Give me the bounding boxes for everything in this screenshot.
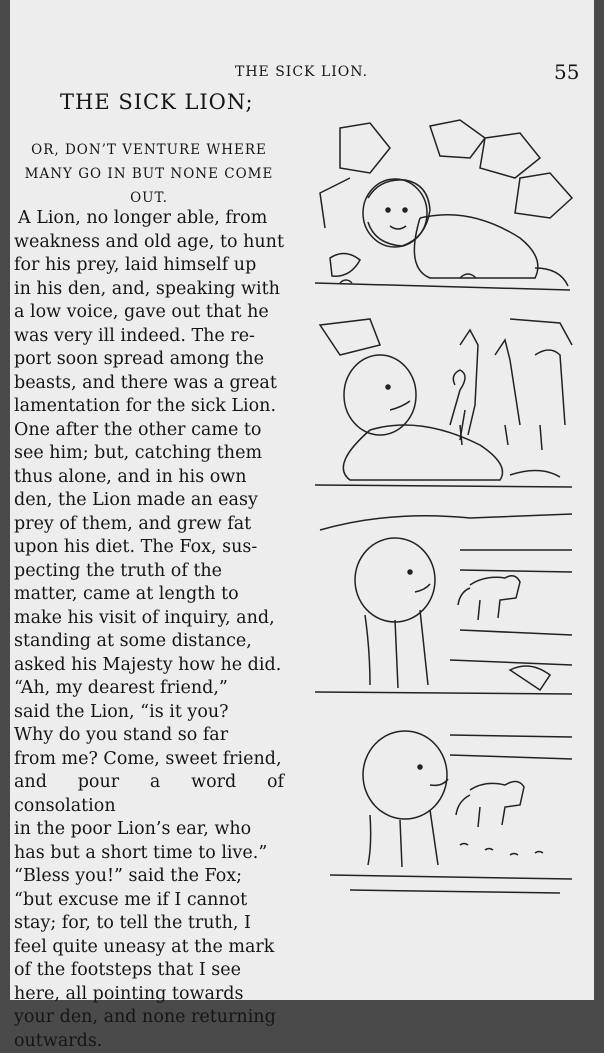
text-line: feel quite uneasy at the mark: [14, 936, 284, 960]
illustration-sick-lion: [310, 118, 578, 298]
text-line: of the footsteps that I see: [14, 959, 284, 983]
text-line: stay; for, to tell the truth, I: [14, 912, 284, 936]
text-line: “but excuse me if I cannot: [14, 889, 284, 913]
text-line: “Ah, my dearest friend,”: [14, 677, 284, 701]
fable-text: [14, 207, 284, 1053]
text-line: weakness and old age, to hunt: [14, 231, 284, 255]
text-line: your den, and none returning: [14, 1006, 284, 1030]
illustration-beasts-visit: [310, 315, 578, 495]
text-line: was very ill indeed. The re-: [14, 325, 284, 349]
text-line: A Lion, no longer able, from: [14, 207, 284, 231]
text-line: for his prey, laid himself up: [14, 254, 284, 278]
text-line: a low voice, gave out that he: [14, 301, 284, 325]
text-line: port soon spread among the: [14, 348, 284, 372]
page-number: 55: [554, 60, 579, 84]
text-line: pecting the truth of the: [14, 560, 284, 584]
text-line: One after the other came to: [14, 419, 284, 443]
text-line: den, the Lion made an easy: [14, 489, 284, 513]
fable-title: THE SICK LION;: [60, 90, 254, 114]
text-line: in his den, and, speaking with: [14, 278, 284, 302]
text-line: from me? Come, sweet friend,: [14, 748, 284, 772]
text-line: said the Lion, “is it you?: [14, 701, 284, 725]
illustration-lion-fox: [310, 510, 578, 700]
text-line: outwards.: [14, 1030, 284, 1053]
subtitle-line: OUT.: [14, 186, 284, 210]
text-line: here, all pointing towards: [14, 983, 284, 1007]
text-line: has but a short time to live.”: [14, 842, 284, 866]
text-line: in the poor Lion’s ear, who: [14, 818, 284, 842]
text-line: make his visit of inquiry, and,: [14, 607, 284, 631]
lion-fox-image: [310, 510, 578, 700]
text-line: prey of them, and grew fat: [14, 513, 284, 537]
running-head: THE SICK LION.: [235, 64, 368, 80]
fable-subtitle: [14, 138, 284, 210]
subtitle-line: OR, DON’T VENTURE WHERE: [14, 138, 284, 162]
sick-lion-image: [310, 118, 578, 298]
text-line: “Bless you!” said the Fox;: [14, 865, 284, 889]
text-line: and pour a word of consolation: [14, 771, 284, 818]
text-line: standing at some distance,: [14, 630, 284, 654]
text-line: matter, came at length to: [14, 583, 284, 607]
text-line: lamentation for the sick Lion.: [14, 395, 284, 419]
text-line: beasts, and there was a great: [14, 372, 284, 396]
subtitle-line: MANY GO IN BUT NONE COME: [14, 162, 284, 186]
text-line: Why do you stand so far: [14, 724, 284, 748]
text-line: see him; but, catching them: [14, 442, 284, 466]
fox-distance-image: [310, 715, 578, 900]
text-line: asked his Majesty how he did.: [14, 654, 284, 678]
illustration-fox-distance: [310, 715, 578, 900]
book-page: [10, 0, 594, 1000]
beasts-visiting-image: [310, 315, 578, 495]
text-line: thus alone, and in his own: [14, 466, 284, 490]
text-line: upon his diet. The Fox, sus-: [14, 536, 284, 560]
